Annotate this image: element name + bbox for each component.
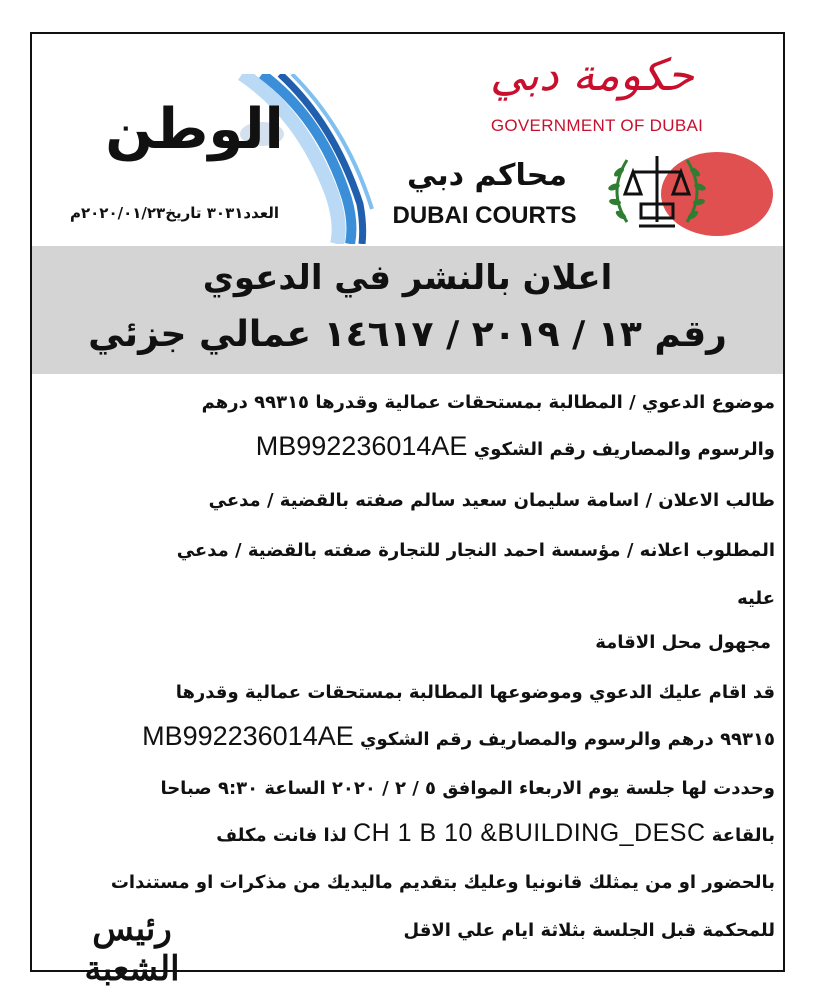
claim-fees-text: ٩٩٣١٥ درهم والرسوم والمصاريف رقم الشكوي: [360, 729, 775, 750]
dubai-courts-arabic: محاكم دبي: [407, 158, 567, 193]
body-line-defendant: المطلوب اعلانه / مؤسسة احمد النجار للتجارة صفته بالقضية / مدعي: [176, 540, 775, 561]
notice-frame: [30, 32, 785, 989]
fees-text: والرسوم والمصاريف رقم الشكوي: [473, 439, 775, 460]
hall-obligation: لذا فانت مكلف: [216, 825, 347, 846]
body-line-defendant-cont: عليه: [737, 588, 775, 609]
body-line-attendance: بالحضور او من يمثلك قانونيا وعليك بتقديم ماليديك من مذكرات او مستندات: [110, 872, 775, 893]
hall-code: CH 1 B 10 &BUILDING_DESC: [353, 819, 706, 847]
body-line-claim: قد اقام عليك الدعوي وموضوعها المطالبة بمستحقات عمالية وقدرها: [175, 682, 775, 703]
title-band: [32, 246, 783, 374]
body-line-subject: موضوع الدعوي / المطالبة بمستحقات عمالية وقدرها ٩٩٣١٥ درهم: [201, 392, 775, 413]
complaint-code: MB992236014AE: [255, 431, 468, 461]
dubai-courts-english: DUBAI COURTS: [392, 202, 577, 229]
body-line-hall: [216, 818, 775, 848]
header: [32, 34, 783, 244]
notice-title: اعلان بالنشر في الدعوي: [202, 258, 613, 298]
complaint-code-2: MB992236014AE: [142, 721, 354, 751]
body-line-plaintiff: طالب الاعلان / اسامة سليمان سعيد سالم صفته بالقضية / مدعي: [208, 490, 775, 511]
body-line-address-unknown: مجهول محل الاقامة: [595, 632, 771, 653]
government-arabic-logo: حكومة دبي: [490, 50, 694, 101]
signature-section-head: رئيس الشعبة: [84, 909, 180, 989]
government-english-logo: GOVERNMENT OF DUBAI: [490, 116, 704, 135]
hall-label: بالقاعة: [711, 825, 775, 846]
newspaper-title: الوطن: [105, 97, 284, 162]
body-line-hearing: وحددت لها جلسة يوم الاربعاء الموافق ٥ / ٢ / ٢٠٢٠ الساعة ٩:٣٠ صباحا: [160, 778, 775, 799]
case-number: رقم ١٣ / ٢٠١٩ / ١٤٦١٧ عمالي جزئي: [88, 314, 727, 355]
body-line-fees: [256, 430, 775, 462]
dubai-courts-scales-icon: [597, 142, 775, 242]
body-line-claim-fees: [142, 720, 775, 752]
body-line-deadline: للمحكمة قبل الجلسة بثلاثة ايام علي الاقل: [403, 920, 775, 941]
issue-number-date: العدد٣٠٣١ تاريخ٢٠٢٠/٠١/٢٣م: [69, 204, 279, 222]
